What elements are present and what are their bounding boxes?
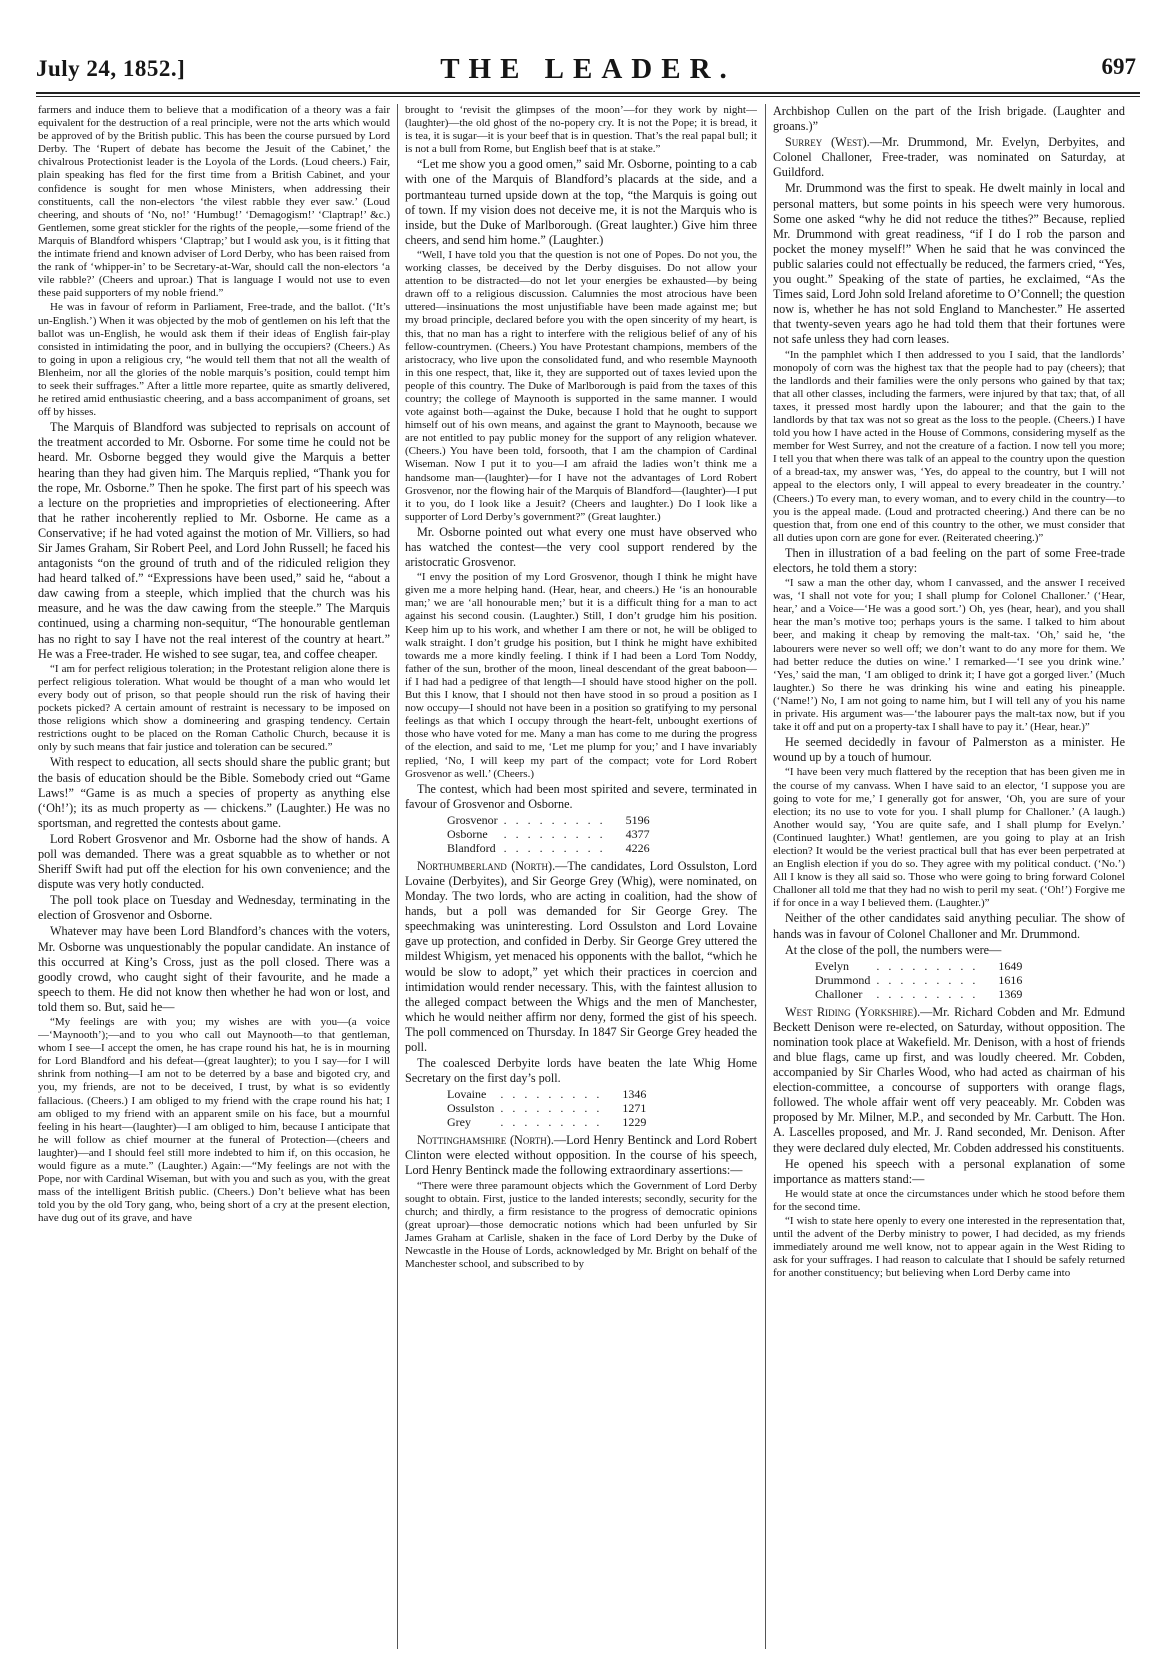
paragraph: Whatever may have been Lord Blandford’s chances with the voters, Mr. Osborne was unquestionably the popular candidate. An instance of this occurred at King’s Cross, just as the poll closed. There was a goodly crowd, who caught sight of their favourite, and he made a speech to them. He did not know then whether he had won or lost, and told them so. But, said he— [38,924,390,1014]
quotation: “There were three paramount objects which the Government of Lord Derby sought to obtain. First, justice to the landed interests; secondly, security for the church; and thirdly, a firm resistance to the progress of democratic opinions (great uproar)—those democratic notions which had been unfurled by Sir James Graham at Carlisle, shaken in the face of Lord Derby by the Duke of Newcastle in the House of Lords, acknowledged by Mr. Bright on behalf of the Manchester school, and subscribed to by [405,1179,757,1271]
leader-dots: . . . . . . . . . [500,1101,603,1116]
vote-count: 1229 [622,1115,647,1130]
paragraph [405,1133,757,1178]
paragraph: He opened his speech with a personal explanation of some importance as matters stand:— [773,1156,1125,1186]
poll-row [815,987,1028,1001]
quotation: “I wish to state here openly to every one interested in the representation that, until the advent of the Derby ministry to power, I had decided, as my friends immediately around me well know, not to appear again in the West Riding to ask for your suffrages. I had reason to calculate that I should be safely returned for another constituency; but believing when Lord Derby came into [773,1215,1125,1280]
paragraph [773,135,1125,180]
vote-count: 5196 [625,812,650,827]
vote-count: 1616 [998,972,1023,987]
vote-count: 1649 [998,958,1023,973]
paragraph: He would state at once the circumstances under which he stood before them for the second time. [773,1187,1125,1213]
candidate-name: Lovaine [447,1087,487,1102]
quotation: “My feelings are with you; my wishes are with you—(a voice—‘Maynooth’);—and to you who call out Maynooth—to that gentleman, whom I see—I accept the omen, he has crape round his hat, he is in mourning for Lord Blandford and his defeat—(great laughter); to you I say—for I will shrink from nothing—I am not to be deterred by a base and bigoted cry, and you, my friends, are not to be deceived, I trust, by what is so evidently fallacious. (Cheers.) I am obliged to my friend with the crape round his hat; I am obliged to my friend with an apparent smile on his face, but a mournful feeling in his heart—(laughter)—I am obliged to him, because I anticipate that he will follow as chief mourner at the funeral of Protection—(cheers and laughter)—and I should feel still more indebted to him if, on this occasion, he would figure as a mute.” (Laughter.) Again:—“My feelings are not with the Pope, nor with Cardinal Wiseman, but with you and such as you, with the great mass of the intelligent British public. (Cheers.) Don’t believe what has been told you by the old Tory gang, who, being short of a cry at the present election, have dug out of its grave, and have [38,1016,390,1225]
paragraph: Then in illustration of a bad feeling on the part of some Free-trade electors, he told them a story: [773,545,1125,575]
leader-dots: . . . . . . . . . [503,840,606,855]
paragraph: The poll took place on Tuesday and Wednesday, terminating in the election of Grosvenor and Osborne. [38,893,390,923]
quotation: “In the pamphlet which I then addressed to you I said, that the landlords’ monopoly of corn was the highest tax that the people had to pay (cheers); that the landlords and their families were the only persons who gained by that tax; that all other classes, including the farmers, were injured by that tax; that, of all taxes, it pressed most hardly upon the labourer; and that the gain to the landlords by that tax was not so great as the loss to the people. (Cheers.) I have told you how I have acted in the House of Commons, considering myself as the member for West Surrey, and not the creature of a faction. I now tell you more; I tell you that when there was talk of an appeal to the country upon the question of a bread-tax, my answer was, ‘Yes, do appeal to the country, but I will not appeal to the electors only, I will appeal to every breadeater in the country.’ (Cheers.) To every man, to every woman, and to every child in the country—to you is the appeal made. (Loud and protracted cheering.) And there can be no question that, from one end of this country to the other, we must consider that all duties upon corn are gone for ever. (Reiterated cheering.)” [773,348,1125,544]
poll-row [815,973,1028,987]
paragraph: He was in favour of reform in Parliament, Free-trade, and the ballot. (‘It’s un-English.’) When it was objected by the mob of gentlemen on his left that the ballot was un-English, he would ask them if their ideas of English fair-play consisted in intimidating the poor, and in bullying the occupiers? (Cheers.) As to going in upon a religious cry, “he would tell them that not all the wealth of Blenheim, nor all the glories of the noble marquis’s position, could tempt him to seek their suffrages.” After a little more repartee, quite as smartly delivered, he retired amid enthusiastic cheering, and a bass accompaniment of groans, set off by hisses. [38,301,390,419]
candidate-name: Evelyn [815,958,849,973]
section-text: —Lord Henry Bentinck and Lord Robert Clinton were elected without opposition. In the course of his speech, Lord Henry Bentinck made the following extraordinary assertions:— [405,1133,757,1178]
section-text: —Mr. Richard Cobden and Mr. Edmund Beckett Denison were re-elected, on Saturday, without opposition. The nomination took place at Wakefield. Mr. Denison, with a host of friends and blue flags, came up first, and was loudly cheered. Mr. Cobden, accompanied by Sir Charles Wood, who had acted as chairman of his election-committee, a concourse of supporters with orange flags, followed. The whole affair went off very peaceably. Mr. Cobden was proposed by Mr. Milner, M.P., and seconded by Mr. Carbutt. The Hon. A. Lascelles proposed, and Mr. J. Rand seconded, Mr. Denison. After they were declared duly elected, Mr. Cobden addressed his constituents. [773,1004,1125,1155]
newspaper-title: THE LEADER. [440,53,736,85]
paragraph: Archbishop Cullen on the part of the Irish brigade. (Laughter and groans.)” [773,104,1125,134]
candidate-name: Grosvenor [447,812,498,827]
column-divider [765,104,766,1649]
paragraph: farmers and induce them to believe that a modification of a theory was a fair equivalent for the destruction of a real principle, were not the arts which would be approved of by the British public. This has been the course pursued by Lord Derby. The ‘Rupert of debate has become the Jesuit of the Cabinet,’ the chivalrous Protectionist leader is the Loyola of the Lords. (Loud cheers.) Fair, plain speaking has fled for the first time from a British Cabinet, and your confidence is sought for men whose Ministers, when addressing their constituents, call the non-electors ‘the vilest rabble they ever saw.’ (Loud cheering, and shouts of ‘No, no!’ ‘Humbug!’ ‘Demagogism!’ ‘Claptrap!’ &c.) Gentlemen, some great stickler for the rights of the people,—some friend of the Marquis of Blandford whispers ‘Claptrap;’ but I would ask you, is it fitting that the intimate friend and known adviser of Lord Derby, who has been raised from the rank of ‘whipper-in’ to be Secretary-at-War, should call the non-electors ‘a vile rabble?’ (Cheers and uproar.) That is language I would not use to even these paid supporters of my noble friend.” [38,104,390,300]
leader-dots: . . . . . . . . . [503,812,606,827]
candidate-name: Grey [447,1115,471,1130]
page-header [36,48,1140,94]
poll-row [815,959,1028,973]
leader-dots: . . . . . . . . . [500,1087,603,1102]
poll-row [447,1087,652,1101]
paragraph: Neither of the other candidates said anything peculiar. The show of hands was in favour of Colonel Challoner and Mr. Drummond. [773,911,1125,941]
quotation: brought to ‘revisit the glimpses of the moon’—for they work by night—(laughter)—the old ghost of the no-popery cry. It is not the Pope; it is bread, it is tea, it is sugar—it is your beef that is in question. That’s the real papal bull; it is not a bull from Rome, but English beef that is at stake.” [405,104,757,156]
column-divider [397,104,398,1649]
candidate-name: Challoner [815,986,863,1001]
section-text: —Mr. Drummond, Mr. Evelyn, Derbyites, and Colonel Challoner, Free-trader, was nominated on Saturday, at Guildford. [773,135,1125,180]
quotation: “I saw a man the other day, whom I canvassed, and the answer I received was, ‘I shall not vote for you; I shall plump for Colonel Challoner.’ (‘Hear, hear,’ and a Voice—‘He was a good sort.’) Oh, yes (hear, hear), and you shall hear the man’s motive too; perhaps yours is the same. I talked to him about beer, and making it cheap by removing the malt-tax. ‘Oh,’ said he, ‘the labourers were never so well off; we don’t want to do any more for them. We had better reduce the duties on wine.’ I remarked—‘I see you drink wine.’ ‘Yes,’ said the man, ‘I am obliged to drink it; I have got a gorged liver.’ (Much laughter.) So there he was drinking his wine and eating his pineapple. (‘Name!’) No, I am not going to name him, but I will tell any of you his name in private. His argument was—‘the labourer pays the malt-tax now, but if you take it off and put on a property-tax I shall have to pay it.’ (Hear, hear.)” [773,577,1125,734]
poll-results-westminster [447,813,656,855]
column-left [38,104,390,1649]
vote-count: 1271 [622,1101,647,1116]
paragraph: The Marquis of Blandford was subjected to reprisals on account of the treatment accorded to Mr. Osborne. For some time he could not be heard. Mr. Osborne begged they would give the Marquis a better hearing than they had given him. The Marquis replied, “Thank you for the rope, Mr. Osborne.” Then he spoke. The first part of his speech was a lecture on the proprieties and improprieties of electioneering. After that he rather incoherently replied to Mr. Osborne. He came as a Conservative; if he had voted against the motion of Mr. Villiers, so had Sir James Graham, Sir Robert Peel, and Lord John Russell; he faced his antagonists “on the ground of truth and of the ridiculed religion they had heard talked of.” “Expressions have been used,” said he, “about a daw cawing from a steeple, which implied that the church was his measure, and he was the daw cawing from the steeple.” The Marquis continued, using a charming non-sequitur, “The honourable gentleman has no right to say I have not the real interest of the country at heart.” He was a Free-trader. He wished to see sugar, tea, and coffee cheaper. [38,420,390,661]
paragraph: Mr. Osborne pointed out what every one must have observed who has watched the contest—the very cool support rendered by the aristocratic Grosvenor. [405,524,757,570]
paragraph: “Let me show you a good omen,” said Mr. Osborne, pointing to a cab with one of the Marquis of Blandford’s placards at the side, and a portmanteau turned upside down at the top, “the Marquis is going out of town. If my vision does not deceive me, it is not the Marquis who is inside, but the Duke of Marlborough. (Great laughter.) Give him three cheers, and send him home.” (Laughter.) [405,157,757,247]
column-middle [405,104,757,1649]
leader-dots: . . . . . . . . . [876,972,979,987]
quotation: “I envy the position of my Lord Grosvenor, though I think he might have given me a more helping hand. (Hear, hear, and cheers.) He ‘is an honourable man;’ we are ‘all honourable men;’ but it is a difficult thing for a man to act against his second cousin. (Laughter.) Still, I don’t grudge him his position. Keep him up to his work, and whether I am there or not, he will be obliged to walk straight. I don’t grudge his position, but I think he might have exhibited towards me a more kindly feeling. I think if I had been a Lord Tom Noddy, father of the sun, brother of the moon, lineal descendant of the great baboon—if I had had a pedigree of that length—I should have stood higher on the poll. But this I know, that I should not then have stood in so proud a position as I now occupy—I should not have been in a position so gratifying to my personal feelings as that which I occupy through the heart-felt, unbought exertions of those who have voted for me. Many a man has come to me during the progress of the election, and said to me, ‘Let me plump for you;’ and I have invariably replied, ‘No, I will keep my part of the compact; vote for Lord Robert Grosvenor as well.’ (Cheers.) [405,571,757,780]
paragraph: With respect to education, all sects should share the public grant; but the basis of education should be the Bible. Somebody cried out “Game Laws!” “Game is as much a species of property as anything else (‘Oh!’); its as much property as — chickens.” (Laughter.) He was no sportsman, and regretted the contests about game. [38,755,390,830]
poll-row [447,1115,652,1129]
vote-count: 4226 [625,840,650,855]
section-text: —The candidates, Lord Ossulston, Lord Lovaine (Derbyites), and Sir George Grey (Whig), were nominated, on Monday. The two lords, who are acting in coalition, had the show of hands, but a poll was demanded for Sir George Grey. The speechmaking was uninteresting. Lord Ossulston and Lord Lovaine gave up protection, and confided in Derby. Sir George Grey uttered the mildest Whigism, yet menaced his opponents with the ballot, “which he would be slow to adopt,” yet which their practices in coercion and intimidation would render necessary. This, with the faintest allusion to the alleged compact between the Whigs and the men of Manchester, which he would neither affirm nor deny, formed the gist of his speech. The poll commenced on Thursday. In 1847 Sir George Grey headed the poll. [405,858,757,1054]
paragraph: The coalesced Derbyite lords have beaten the late Whig Home Secretary on the first day’s poll. [405,1056,757,1086]
vote-count: 1369 [998,986,1023,1001]
poll-row [447,1101,652,1115]
leader-dots: . . . . . . . . . [503,826,606,841]
vote-count: 4377 [625,826,650,841]
candidate-name: Drummond [815,972,871,987]
page-number: 697 [1101,54,1136,79]
paragraph [405,859,757,1055]
section-lead: Nottinghamshire (North). [417,1133,554,1148]
leader-dots: . . . . . . . . . [500,1115,603,1130]
column-right [773,104,1125,1649]
header-rule-thin [36,96,1140,97]
section-lead: West Riding (Yorkshire). [785,1004,921,1019]
poll-row [447,827,656,841]
paragraph: Lord Robert Grosvenor and Mr. Osborne had the show of hands. A poll was demanded. There was a great squabble as to whether or not Sheriff Swift had put off the election for his own convenience; and the dispute was very hotly conducted. [38,831,390,892]
header-rule [36,92,1140,94]
poll-results-northumberland [447,1087,652,1129]
paragraph: The contest, which had been most spirited and severe, terminated in favour of Grosvenor and Osborne. [405,781,757,811]
quotation: “Well, I have told you that the question is not one of Popes. Do not you, the working classes, be deceived by the Derby disguises. Do not allow your attention to be distracted—do not let your energies be exhausted—by being drawn off to a religious discussion. Calumnies the most atrocious have been uttered—insinuations the most unjustifiable have been made against me; but my broad principle, declared before you with the open sincerity of my heart, is this, that no man has a right to interfere with the religious belief of any of his fellow-countrymen. (Cheers.) You have Protestant champions, members of the aristocracy, who live upon the consolidated fund, and who resemble Maynooth in this one respect, that, like it, they are supported out of taxes levied upon the people of this country. The Duke of Marlborough is paid from the taxes of this country; the college of Maynooth is supported in the same manner. I would vote against both—against the Duke, because I hold that he ought to support himself out of his own means, and against the grant to Maynooth, because we are not entitled to pay public money for the support of any religion whatever. (Cheers.) You have been told, forsooth, that I am the champion of Cardinal Wiseman. Now I put it to you—I am afraid the ladies won’t think me a handsome man—(laughter)—for I have not the advantages of Lord Robert Grosvenor, nor the flowing hair of the Marquis of Blandford—(laughter)—I put it to you, do I look like a Jesuit? (Cheers and laughter.) Do I look like a supporter of Lord Derby’s government?” (Great laughter.) [405,248,757,523]
paragraph [773,1005,1125,1156]
vote-count: 1346 [622,1087,647,1102]
paragraph: Mr. Drummond was the first to speak. He dwelt mainly in local and personal matters, but some points in his speech were very humorous. Some one asked “why he did not reduce the tithes?” Because, replied Mr. Drummond with great readiness, “if I do I rob the parson and pocket the money myself!” When he said that he was convinced the public salaries could not effectually be reduced, the farmers cried, “Yes, you ought.” Speaking of the state of parties, he exclaimed, “As the Times said, Lord John sold Ireland aforetime to O’Connell; the question now is, whether he has not sold England to Manchester.” He asserted that twenty-seven years ago he had told them that their fortunes were not safe unless they had corn leases. [773,181,1125,347]
poll-results-west-surrey [815,959,1028,1001]
quotation: “I have been very much flattered by the reception that has been given me in the course of my canvass. When I have said to an elector, ‘I suppose you are going to vote for me,’ I generally got for answer, ‘Oh, you are sure of your election; its no use to vote for you. I shall plump for Challoner.’ (A laugh.) Another would say, ‘You are quite safe, and I shall plump for Evelyn.’ (Continued laughter.) What! gentlemen, are you going to play at an Irish election? It would be the veriest practical bull that has ever been perpetrated at an English election if you do so. They agree with my political conduct. (‘No.’) All I know is they all said so. Those who were going to bring forward Colonel Challoner all told me that they had no wish to peril my seat. (‘Oh!’) Forgive me if for once in a way I believed them. (Laughter.)” [773,766,1125,910]
section-lead: Surrey (West). [785,135,870,150]
candidate-name: Osborne [447,826,488,841]
issue-date: July 24, 1852.] [36,56,186,81]
section-lead: Northumberland (North). [417,858,556,873]
leader-dots: . . . . . . . . . [876,958,979,973]
poll-row [447,841,656,855]
candidate-name: Blandford [447,840,496,855]
paragraph: At the close of the poll, the numbers were— [785,942,1002,957]
quotation: “I am for perfect religious toleration; in the Protestant religion alone there is perfect religious toleration. What would be thought of a man who would let every body out of prison, so that people should run the risk of having their pockets picked? A certain amount of restraint is necessary to be imposed on those religions which show a domineering and grasping tendency. Certain restrictions ought to be placed on the Roman Catholic Church, because it is only by such means that fair justice and toleration can be secured.” [38,662,390,754]
candidate-name: Ossulston [447,1101,495,1116]
poll-row [447,813,656,827]
leader-dots: . . . . . . . . . [876,986,979,1001]
paragraph: He seemed decidedly in favour of Palmerston as a minister. He wound up by a touch of humour. [773,735,1125,765]
